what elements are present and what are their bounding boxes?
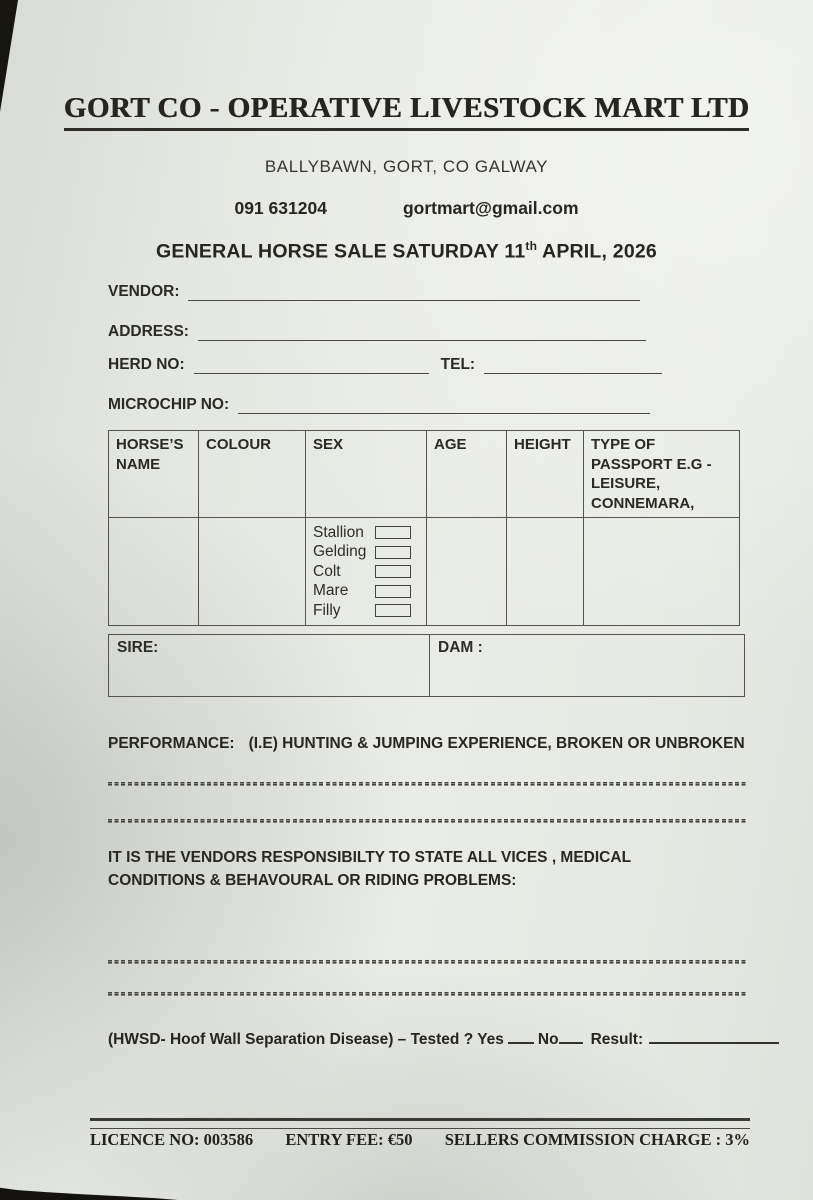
col-header-age: AGE (427, 431, 507, 518)
horse-details-table (108, 430, 740, 626)
age-cell (427, 518, 507, 626)
hwsd-no-label: No (537, 1031, 559, 1048)
sex-option-gelding (313, 543, 419, 561)
pedigree-row (109, 635, 745, 697)
colt-label: Colt (313, 562, 341, 580)
stallion-label: Stallion (313, 523, 364, 541)
sellers-commission: SELLERS COMMISSION CHARGE : 3% (444, 1130, 750, 1149)
email-address: gortmart@gmail.com (402, 198, 579, 218)
phone-number: 091 631204 (234, 198, 327, 218)
licence-number: LICENCE NO: 003586 (90, 1130, 254, 1149)
sex-option-mare (313, 582, 419, 600)
herd-tel-field-row (108, 356, 662, 374)
header (0, 92, 813, 131)
sale-title-ordinal: th (525, 239, 538, 253)
entry-fee: ENTRY FEE: €50 (285, 1130, 413, 1149)
hwsd-prefix: (HWSD- Hoof Wall Separation Disease) – Tested ? Yes (108, 1031, 504, 1048)
pedigree-table (108, 634, 745, 697)
sire-cell: SIRE: (109, 635, 430, 697)
colour-cell (199, 518, 306, 626)
sale-title-main: GENERAL HORSE SALE SATURDAY 11 (156, 240, 526, 263)
col-header-sex: SEX (306, 431, 427, 518)
hwsd-line (108, 1029, 779, 1049)
hwsd-no-blank (559, 1029, 583, 1044)
contact-row (0, 198, 813, 219)
mare-label: Mare (313, 582, 349, 599)
sale-title-rest: APRIL, 2026 (537, 240, 657, 263)
address-write-line (198, 323, 646, 341)
hwsd-yes-blank (508, 1029, 534, 1044)
performance-write-line-1 (108, 782, 747, 786)
col-header-height: HEIGHT (507, 431, 584, 518)
tel-label: TEL: (440, 356, 476, 373)
vendor-field-row (108, 283, 640, 301)
note-write-line-1 (108, 960, 747, 964)
performance-label: PERFORMANCE: (108, 735, 235, 752)
address-field-row (108, 323, 646, 341)
passport-type-cell (584, 518, 740, 626)
dam-cell: DAM : (430, 635, 745, 697)
herd-no-label: HERD NO: (108, 356, 185, 373)
tel-write-line (484, 356, 662, 374)
col-header-horses-name: HORSE’S NAME (109, 431, 199, 518)
herd-no-write-line (194, 356, 429, 374)
hwsd-result-label: Result: (590, 1031, 644, 1048)
height-cell (507, 518, 584, 626)
hwsd-result-blank (649, 1029, 779, 1044)
microchip-write-line (238, 396, 650, 414)
sex-cell (306, 518, 427, 626)
gelding-checkbox (375, 546, 411, 559)
vendor-label: VENDOR: (108, 283, 180, 300)
mare-checkbox (375, 585, 411, 598)
horse-name-cell (109, 518, 199, 626)
sex-option-filly (313, 602, 419, 620)
performance-text: (I.E) HUNTING & JUMPING EXPERIENCE, BROKEN OR UNBROKEN (248, 735, 745, 752)
note-write-line-2 (108, 992, 747, 996)
sale-title (0, 239, 813, 264)
footer-row (90, 1130, 750, 1150)
microchip-field-row (108, 396, 650, 414)
microchip-no-label: MICROCHIP NO: (108, 396, 230, 413)
colt-checkbox (375, 565, 411, 578)
gelding-label: Gelding (313, 543, 367, 560)
photo-corner-shadow-bottom-left (0, 1183, 178, 1200)
footer-double-rule (90, 1118, 750, 1129)
col-header-colour: COLOUR (199, 431, 306, 518)
performance-write-line-2 (108, 819, 747, 823)
performance-heading (108, 735, 745, 753)
filly-checkbox (375, 604, 411, 617)
sex-option-stallion (313, 524, 419, 542)
vendor-responsibility-note: IT IS THE VENDORS RESPONSIBILTY TO STATE ALL VICES , MEDICAL CONDITIONS & BEHAVOURAL OR RIDING PROBLEMS: (108, 849, 631, 890)
address-label: ADDRESS: (108, 323, 189, 340)
col-header-passport-type: TYPE OF PASSPORT E.G - LEISURE, CONNEMARA, (584, 431, 740, 518)
filly-label: Filly (313, 601, 341, 619)
org-title: GORT CO - OPERATIVE LIVESTOCK MART LTD (64, 92, 750, 131)
stallion-checkbox (375, 526, 411, 539)
horse-table-entry-row (109, 518, 740, 626)
org-address: BALLYBAWN, GORT, CO GALWAY (264, 157, 549, 176)
horse-table-header-row (109, 431, 740, 518)
sex-option-colt (313, 563, 419, 581)
vendor-write-line (188, 283, 640, 301)
